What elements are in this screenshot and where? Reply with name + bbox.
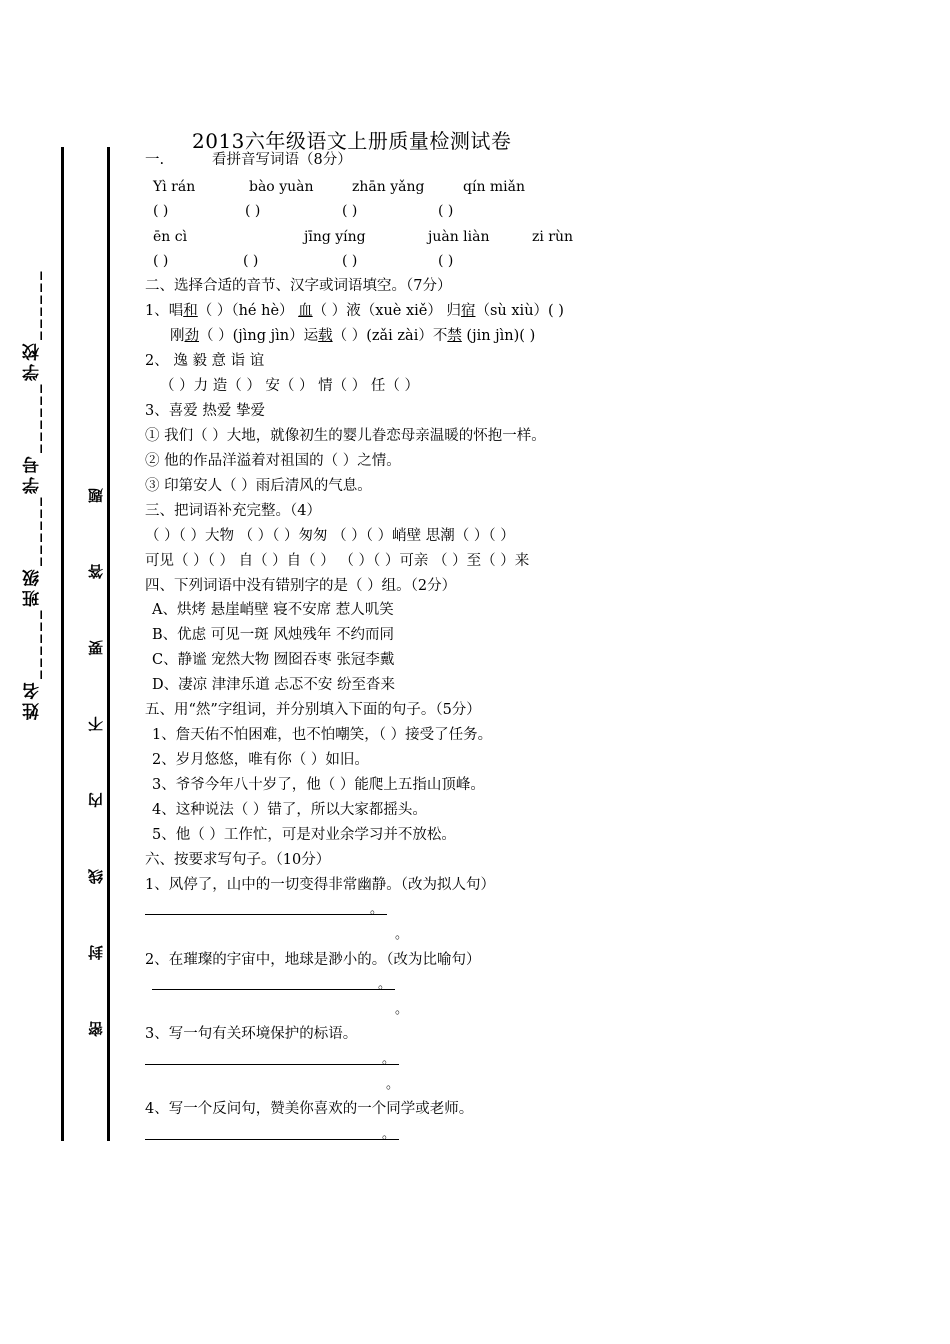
pinyin-3: zhān yǎng <box>352 179 425 195</box>
period-mark: 。 <box>395 927 409 942</box>
period-mark: 。 <box>395 1002 409 1017</box>
period-mark: 。 <box>370 902 384 917</box>
q1-underlined-char: 宿 <box>460 303 476 319</box>
pinyin-5: ēn cì <box>153 229 188 245</box>
period-mark: 。 <box>382 1127 396 1142</box>
answer-line-2[interactable] <box>152 989 395 990</box>
pinyin-8: zi rùn <box>532 229 574 245</box>
binding-margin-inner-line <box>107 147 110 1141</box>
period-mark: 。 <box>386 1077 400 1092</box>
answer-blank-3[interactable]: ( ) <box>342 203 358 219</box>
section-5-q5: 5、他（ ）工作忙，可是对业余学习并不放松。 <box>152 827 456 843</box>
section-4-option-c: C、静谧 宠然大物 囫囵吞枣 张冠李戴 <box>152 652 395 668</box>
section-6-heading: 六、按要求写句子。（10分） <box>145 852 331 868</box>
q1-text: （ ）（hé hè） <box>197 303 299 319</box>
q1-text: （ ）(jìng jìn）运 <box>199 328 319 344</box>
section-3-row-2[interactable]: 可见（ ）（ ） 自（ ）自（ ） （ ）（ ）可亲 （ ）至（ ）来 <box>145 553 530 569</box>
section-2-q2-chars: 2、 逸 毅 意 诣 谊 <box>145 353 265 369</box>
section-2-q3-options: 3、喜爱 热爱 挚爱 <box>145 403 265 419</box>
section-6-q3: 3、写一句有关环境保护的标语。 <box>145 1026 358 1042</box>
pinyin-4: qín miǎn <box>463 179 526 195</box>
answer-line-4[interactable] <box>145 1139 399 1140</box>
section-4-option-a: A、烘烤 悬崖峭壁 寝不安席 惹人叽笑 <box>152 602 394 618</box>
section-5-q4: 4、这种说法（ ）错了，所以大家都摇头。 <box>152 802 427 818</box>
section-5-q2: 2、岁月悠悠，唯有你（ ）如旧。 <box>152 752 369 768</box>
section-5-q3: 3、爷爷今年八十岁了，他（ ）能爬上五指山顶峰。 <box>152 777 485 793</box>
q1-text: （ ）(zǎi zài）不 <box>332 328 448 344</box>
section-5-q1: 1、詹天佑不怕困难，也不怕嘲笑，（ ）接受了任务。 <box>152 727 493 743</box>
q1-text: （sù xiù）( ) <box>475 303 564 319</box>
section-4-option-b: B、优虑 可见一斑 风烛残年 不约而同 <box>152 627 394 643</box>
seal-line-notice: 密 封 线 内 不 要 答 题 <box>87 460 105 1037</box>
answer-line-3[interactable] <box>145 1064 399 1065</box>
section-5-heading: 五、用“然”字组词，并分别填入下面的句子。（5分） <box>145 702 481 718</box>
section-1-heading: 看拼音写词语（8分） <box>212 152 352 168</box>
answer-blank-8[interactable]: ( ) <box>438 253 454 269</box>
answer-blank-4[interactable]: ( ) <box>438 203 454 219</box>
pinyin-1: Yì rán <box>153 179 196 195</box>
page-title: 2013六年级语文上册质量检测试卷 <box>192 129 512 153</box>
period-mark: 。 <box>382 1052 396 1067</box>
q1-underlined-char: 和 <box>183 303 198 319</box>
section-6-q1: 1、风停了，山中的一切变得非常幽静。（改为拟人句） <box>145 877 495 893</box>
q1-text: 1、唱 <box>145 303 184 319</box>
student-info-fields: 姓名______班级______学号______学校______ <box>23 268 43 720</box>
pinyin-6: jīng yíng <box>304 229 366 245</box>
q1-underlined-char: 劲 <box>184 328 199 344</box>
section-2-q3-item-1: ① 我们（ ）大地，就像初生的婴儿眷恋母亲温暖的怀抱一样。 <box>145 428 546 444</box>
answer-blank-5[interactable]: ( ) <box>153 253 169 269</box>
section-1-number: 一. <box>145 152 165 168</box>
section-6-q4: 4、写一个反问句，赞美你喜欢的一个同学或老师。 <box>145 1101 474 1117</box>
section-4-option-d: D、凄凉 津津乐道 忐忑不安 纷至沓来 <box>152 677 395 693</box>
period-mark: 。 <box>378 977 392 992</box>
answer-blank-6[interactable]: ( ) <box>243 253 259 269</box>
q1-underlined-char: 血 <box>298 303 313 319</box>
section-2-q3-item-3: ③ 印第安人（ ）雨后清风的气息。 <box>145 478 372 494</box>
pinyin-2: bào yuàn <box>249 179 314 195</box>
section-2-q1-line2 <box>170 327 535 345</box>
q1-underlined-char: 载 <box>318 328 333 344</box>
section-4-heading: 四、下列词语中没有错别字的是（ ）组。（2分） <box>145 578 457 594</box>
pinyin-7: juàn liàn <box>428 229 490 245</box>
section-2-heading: 二、选择合适的音节、汉字或词语填空。（7分） <box>145 278 452 294</box>
answer-blank-1[interactable]: ( ) <box>153 203 169 219</box>
section-2-q3-item-2: ② 他的作品洋溢着对祖国的（ ）之情。 <box>145 453 401 469</box>
answer-blank-2[interactable]: ( ) <box>245 203 261 219</box>
q1-text: (jin jìn)( ) <box>461 328 536 344</box>
section-6-q2: 2、在璀璨的宇宙中，地球是渺小的。（改为比喻句） <box>145 952 481 968</box>
section-2-q2-blanks[interactable]: （ ）力 造（ ） 安（ ） 情（ ） 任（ ） <box>160 378 419 394</box>
binding-margin-outer-line <box>61 147 64 1141</box>
q1-text: 刚 <box>170 328 185 344</box>
q1-text: （ ）液（xuè xiě） 归 <box>312 303 461 319</box>
answer-blank-7[interactable]: ( ) <box>342 253 358 269</box>
section-3-row-1[interactable]: （ ）（ ）大物 （ ）（ ）匆匆 （ ）（ ）峭壁 思潮（ ）（ ） <box>145 528 515 544</box>
section-3-heading: 三、把词语补充完整。（4） <box>145 503 321 519</box>
q1-underlined-char: 禁 <box>447 328 462 344</box>
section-2-q1-line1 <box>145 302 564 320</box>
answer-line-1[interactable] <box>145 914 387 915</box>
